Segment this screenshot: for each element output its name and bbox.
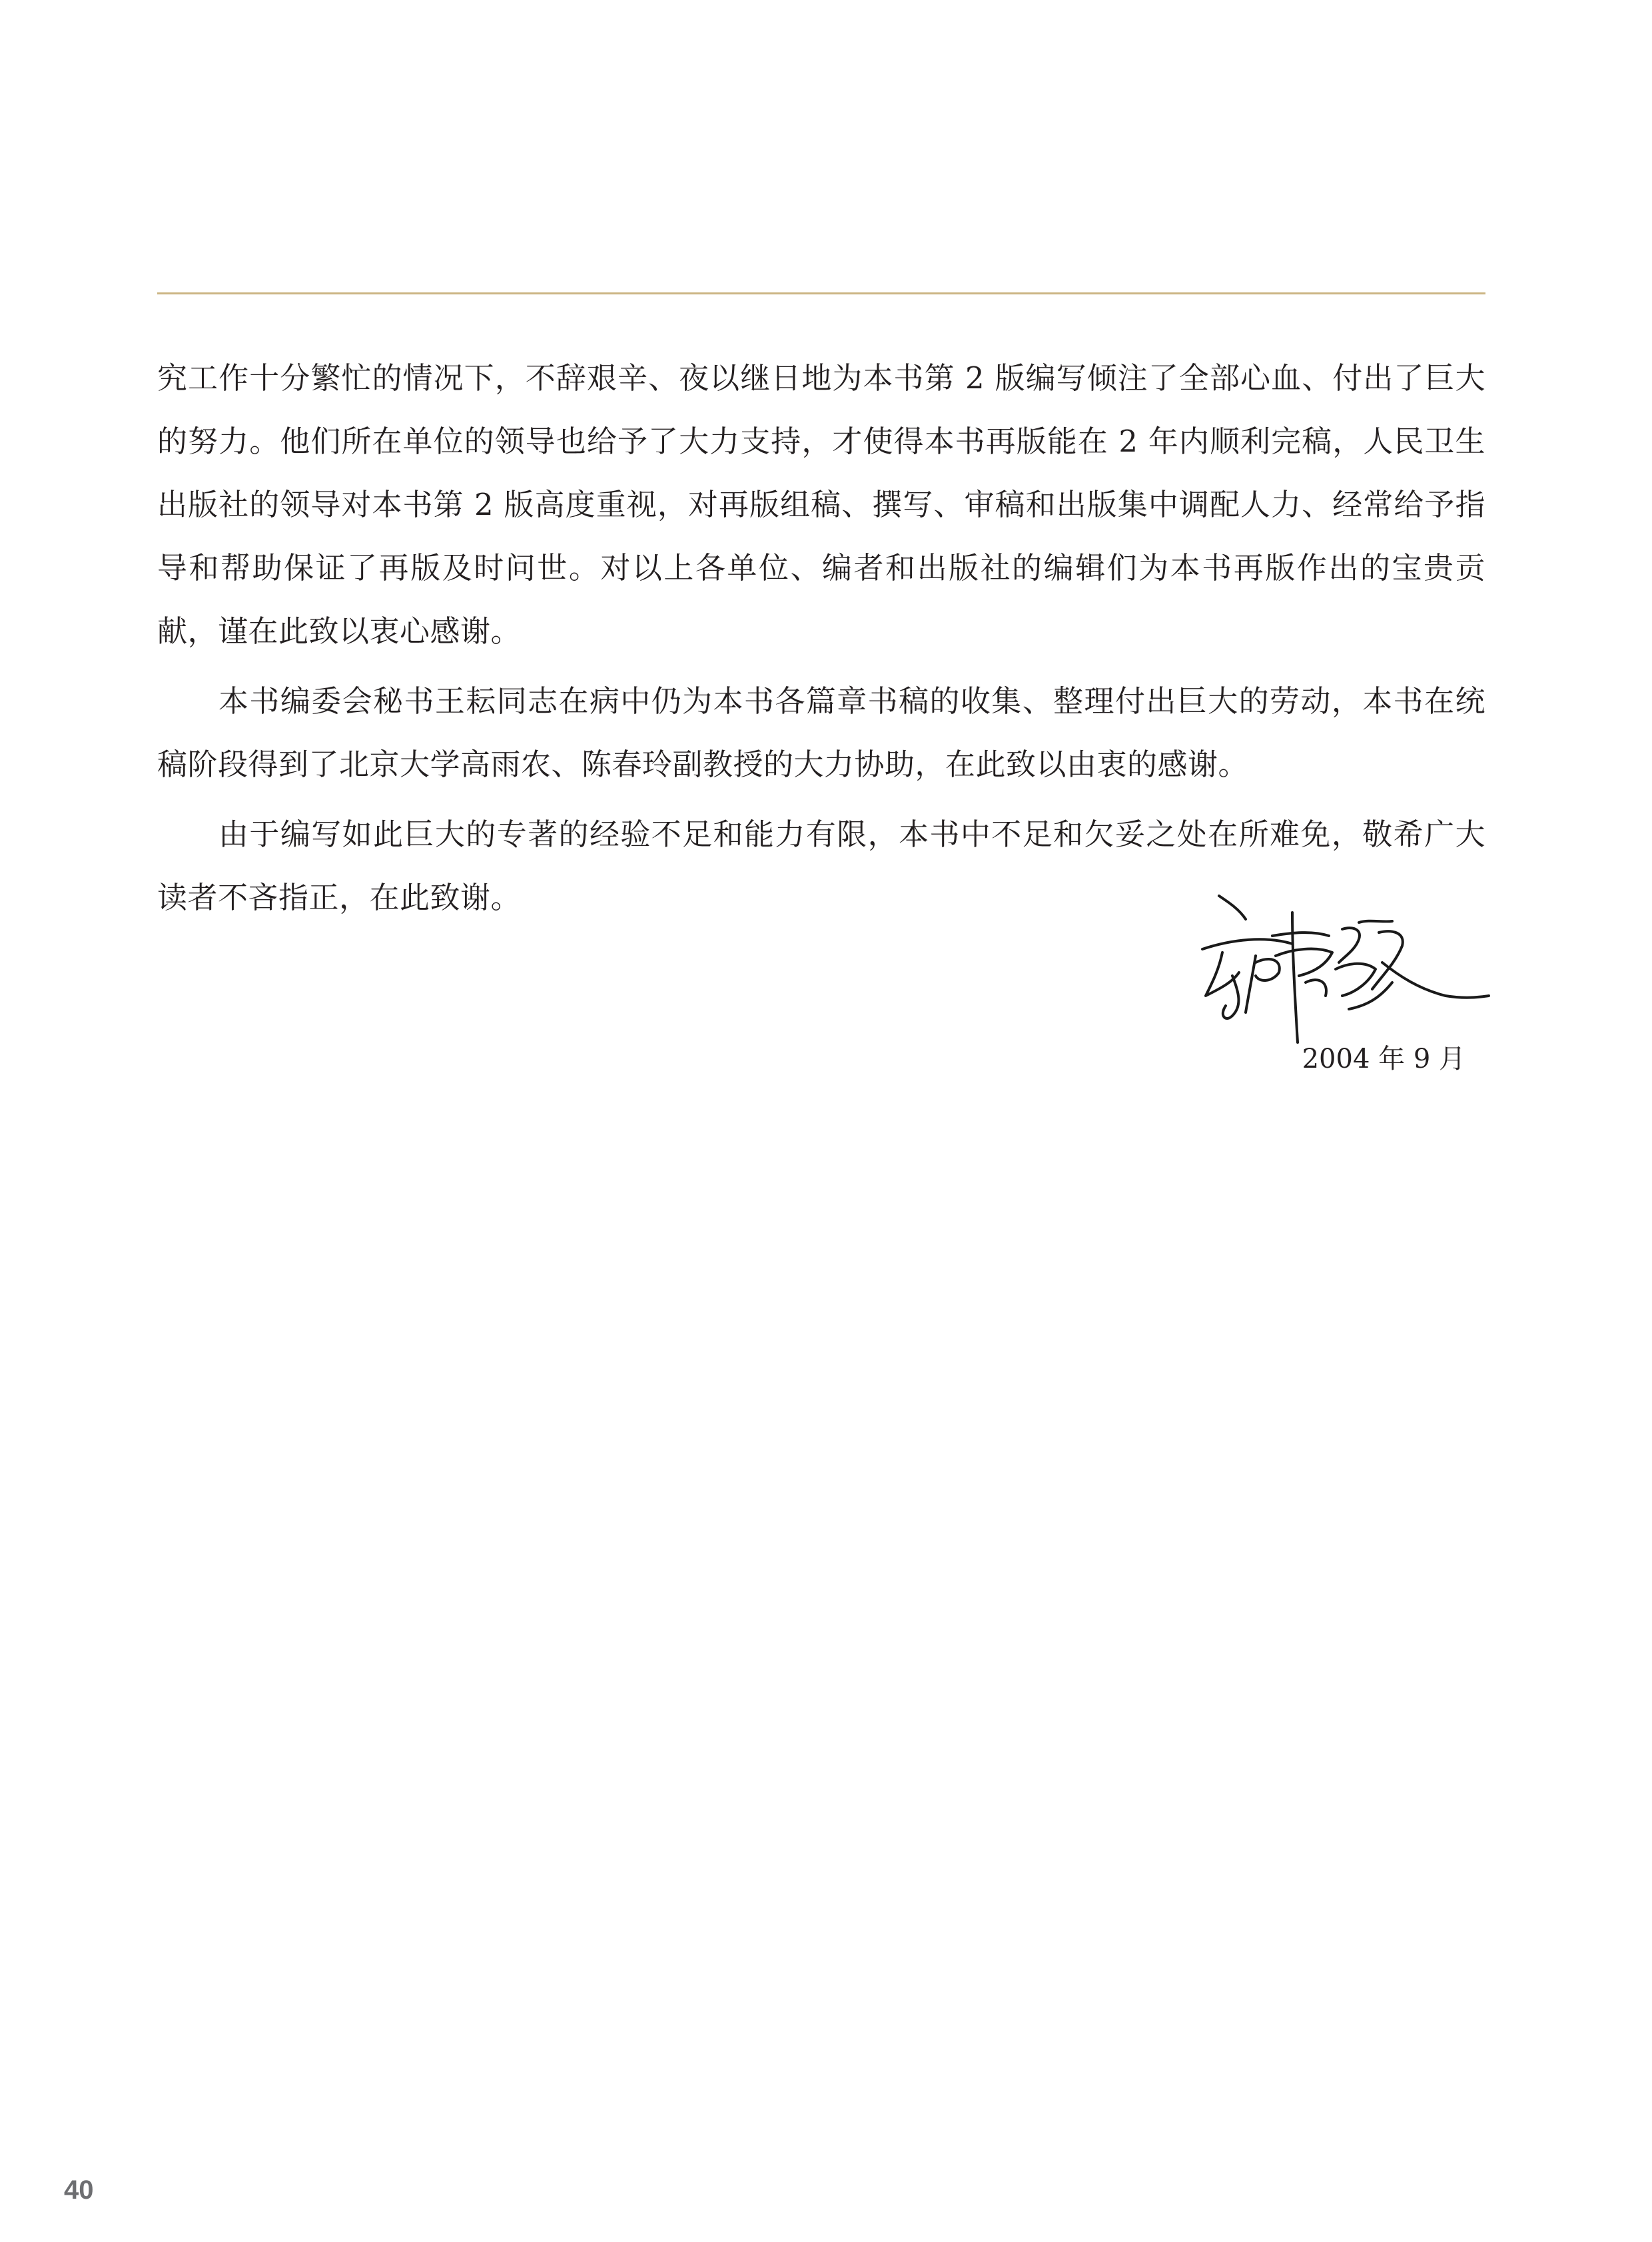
- page-number: 40: [64, 2175, 94, 2205]
- paragraph-secretary-thanks: 本书编委会秘书王耘同志在病中仍为本书各篇章书稿的收集、整理付出巨大的劳动，本书在统稿阶段得到了北京大学高雨农、陈春玲副教授的大力协助，在此致以由衷的感谢。: [157, 683, 1485, 782]
- paragraph-continued: 究工作十分繁忙的情况下，不辞艰辛、夜以继日地为本书第 2 版编写倾注了全部心血、付出了巨大的努力。他们所在单位的领导也给予了大力支持，才使得本书再版能在 2 年内顺利完稿，人民卫生出版社的领导对本书第 2 版高度重视，对再版组稿、撰写、审稿和出版集中调配人力、经常给予指导和帮助保证了再版及时问世。对以上各单位、编者和出版社的编辑们为本书再版作出的宝贵贡献，谨在此致以衷心感谢。: [157, 360, 1485, 649]
- signature-date: 2004 年 9 月: [1302, 1044, 1465, 1074]
- preface-body: [157, 346, 1485, 929]
- handwritten-signature: [1192, 883, 1492, 1056]
- paragraph-closing: 由于编写如此巨大的专著的经验不足和能力有限，本书中不足和欠妥之处在所难免，敬希广大读者不吝指正，在此致谢。: [157, 817, 1485, 915]
- header-rule: [157, 292, 1485, 294]
